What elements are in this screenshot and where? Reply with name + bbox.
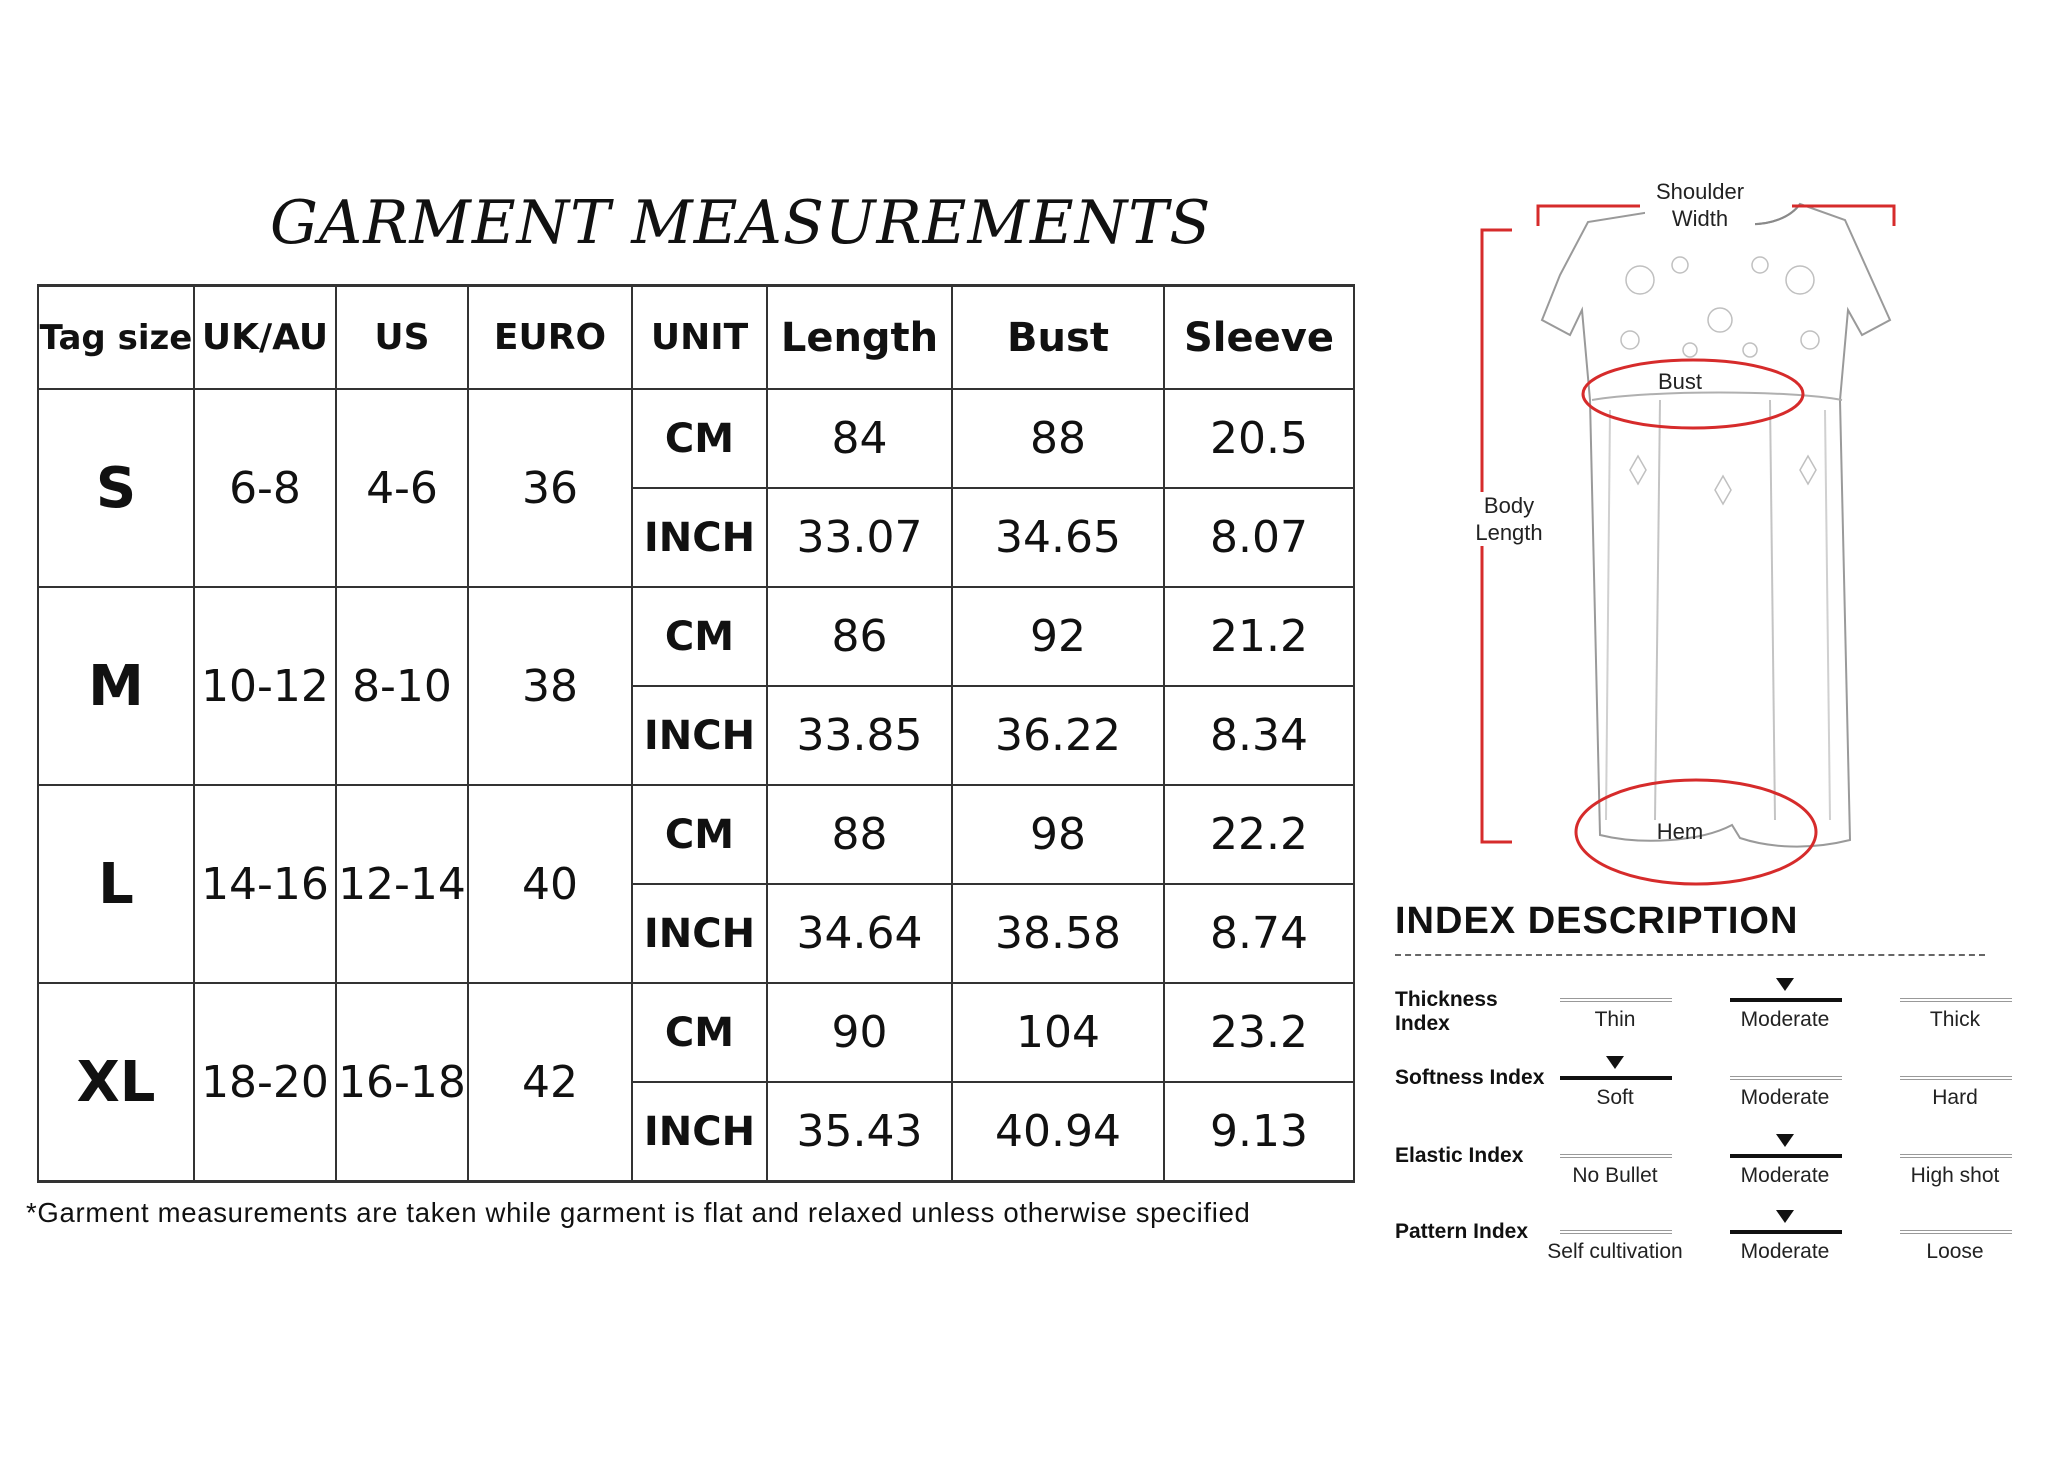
measurement-footnote: *Garment measurements are taken while garment is flat and relaxed unless otherwise specified: [26, 1197, 1251, 1228]
option-label: Moderate: [1740, 1086, 1830, 1109]
index-option: [1547, 1220, 1683, 1290]
table-row: [38, 785, 1354, 884]
bust-cell: 36.22: [952, 686, 1164, 785]
index-label: Thickness Index: [1395, 988, 1498, 1035]
hem-label: Hem: [1656, 819, 1704, 844]
garment-diagram: [1470, 170, 1920, 890]
header-bust: Bust: [952, 286, 1164, 390]
euro-cell: 42: [468, 983, 632, 1182]
index-description-title: INDEX DESCRIPTION: [1395, 900, 1799, 942]
unit-cell: INCH: [632, 1082, 767, 1182]
selected-marker-icon: [1606, 1056, 1624, 1069]
body-length-label: Body Length: [1470, 492, 1548, 546]
bust-cell: 98: [952, 785, 1164, 884]
option-label: High shot: [1910, 1164, 2000, 1187]
length-cell: 84: [767, 389, 952, 488]
us-cell: 8-10: [336, 587, 468, 785]
sleeve-cell: 8.07: [1164, 488, 1354, 587]
scale-line: [1900, 1076, 2012, 1080]
scale-line: [1560, 1076, 1672, 1080]
us-cell: 4-6: [336, 389, 468, 587]
unit-cell: INCH: [632, 884, 767, 983]
scale-line: [1730, 998, 1842, 1002]
option-label: Self cultivation: [1547, 1240, 1683, 1263]
length-cell: 35.43: [767, 1082, 952, 1182]
index-option: [1555, 988, 1675, 1058]
index-row-elastic: [1395, 1144, 2015, 1214]
selected-marker-icon: [1776, 1134, 1794, 1147]
header-sleeve: Sleeve: [1164, 286, 1354, 390]
index-option: [1555, 1144, 1675, 1214]
index-label: Softness Index: [1395, 1066, 1545, 1089]
length-cell: 88: [767, 785, 952, 884]
unit-cell: CM: [632, 587, 767, 686]
bust-cell: 104: [952, 983, 1164, 1082]
option-label: Hard: [1932, 1086, 1978, 1109]
index-row-pattern: [1395, 1220, 2015, 1290]
scale-line: [1900, 998, 2012, 1002]
length-cell: 34.64: [767, 884, 952, 983]
index-option-selected: [1725, 1220, 1845, 1290]
euro-cell: 40: [468, 785, 632, 983]
scale-line: [1560, 998, 1672, 1002]
table-row: [38, 983, 1354, 1082]
index-option: [1725, 1066, 1845, 1136]
option-label: Moderate: [1740, 1164, 1830, 1187]
uk-au-cell: 18-20: [194, 983, 336, 1182]
sleeve-cell: 20.5: [1164, 389, 1354, 488]
bust-label: Bust: [1657, 369, 1703, 394]
option-label: Soft: [1596, 1086, 1634, 1109]
sleeve-cell: 23.2: [1164, 983, 1354, 1082]
table-header-row: [38, 286, 1354, 390]
unit-cell: CM: [632, 389, 767, 488]
scale-line: [1900, 1154, 2012, 1158]
sleeve-cell: 22.2: [1164, 785, 1354, 884]
scale-line: [1560, 1154, 1672, 1158]
bust-cell: 40.94: [952, 1082, 1164, 1182]
header-us: US: [336, 286, 468, 390]
bust-cell: 88: [952, 389, 1164, 488]
scale-line: [1730, 1076, 1842, 1080]
header-uk-au: UK/AU: [194, 286, 336, 390]
index-option: [1895, 1066, 2015, 1136]
length-cell: 90: [767, 983, 952, 1082]
us-cell: 16-18: [336, 983, 468, 1182]
index-option-selected: [1725, 988, 1845, 1058]
unit-cell: CM: [632, 785, 767, 884]
sleeve-cell: 21.2: [1164, 587, 1354, 686]
scale-line: [1730, 1230, 1842, 1234]
scale-line: [1730, 1154, 1842, 1158]
index-option: [1895, 1220, 2015, 1290]
index-option: [1895, 1144, 2015, 1214]
us-cell: 12-14: [336, 785, 468, 983]
bust-cell: 92: [952, 587, 1164, 686]
selected-marker-icon: [1776, 978, 1794, 991]
index-option-selected: [1725, 1144, 1845, 1214]
dashed-divider: [1395, 954, 1985, 956]
length-cell: 33.07: [767, 488, 952, 587]
tag-size-cell: S: [38, 389, 194, 587]
option-label: Moderate: [1740, 1008, 1830, 1031]
tag-size-cell: M: [38, 587, 194, 785]
index-option-selected: [1555, 1066, 1675, 1136]
unit-cell: INCH: [632, 488, 767, 587]
tag-size-cell: L: [38, 785, 194, 983]
page-title: GARMENT MEASUREMENTS: [270, 188, 1212, 258]
bust-cell: 38.58: [952, 884, 1164, 983]
length-cell: 86: [767, 587, 952, 686]
index-row-softness: [1395, 1066, 2015, 1136]
header-length: Length: [767, 286, 952, 390]
table-row: [38, 587, 1354, 686]
size-table: [37, 284, 1355, 1183]
index-label: Pattern Index: [1395, 1220, 1529, 1243]
uk-au-cell: 14-16: [194, 785, 336, 983]
unit-cell: CM: [632, 983, 767, 1082]
index-label: Elastic Index: [1395, 1144, 1524, 1167]
bust-cell: 34.65: [952, 488, 1164, 587]
header-euro: EURO: [468, 286, 632, 390]
unit-cell: INCH: [632, 686, 767, 785]
tag-size-cell: XL: [38, 983, 194, 1182]
uk-au-cell: 10-12: [194, 587, 336, 785]
euro-cell: 36: [468, 389, 632, 587]
index-row-thickness: [1395, 988, 2015, 1058]
table-row: [38, 389, 1354, 488]
option-label: Loose: [1926, 1240, 1984, 1263]
shoulder-width-label: Shoulder Width: [1645, 178, 1755, 232]
index-option: [1895, 988, 2015, 1058]
sleeve-cell: 9.13: [1164, 1082, 1354, 1182]
scale-line: [1560, 1230, 1672, 1234]
sleeve-cell: 8.34: [1164, 686, 1354, 785]
option-label: Thin: [1594, 1008, 1636, 1031]
header-unit: UNIT: [632, 286, 767, 390]
header-tag-size: Tag size: [38, 286, 194, 390]
sleeve-cell: 8.74: [1164, 884, 1354, 983]
option-label: Thick: [1929, 1008, 1981, 1031]
length-cell: 33.85: [767, 686, 952, 785]
option-label: Moderate: [1740, 1240, 1830, 1263]
scale-line: [1900, 1230, 2012, 1234]
euro-cell: 38: [468, 587, 632, 785]
option-label: No Bullet: [1572, 1164, 1658, 1187]
selected-marker-icon: [1776, 1210, 1794, 1223]
uk-au-cell: 6-8: [194, 389, 336, 587]
